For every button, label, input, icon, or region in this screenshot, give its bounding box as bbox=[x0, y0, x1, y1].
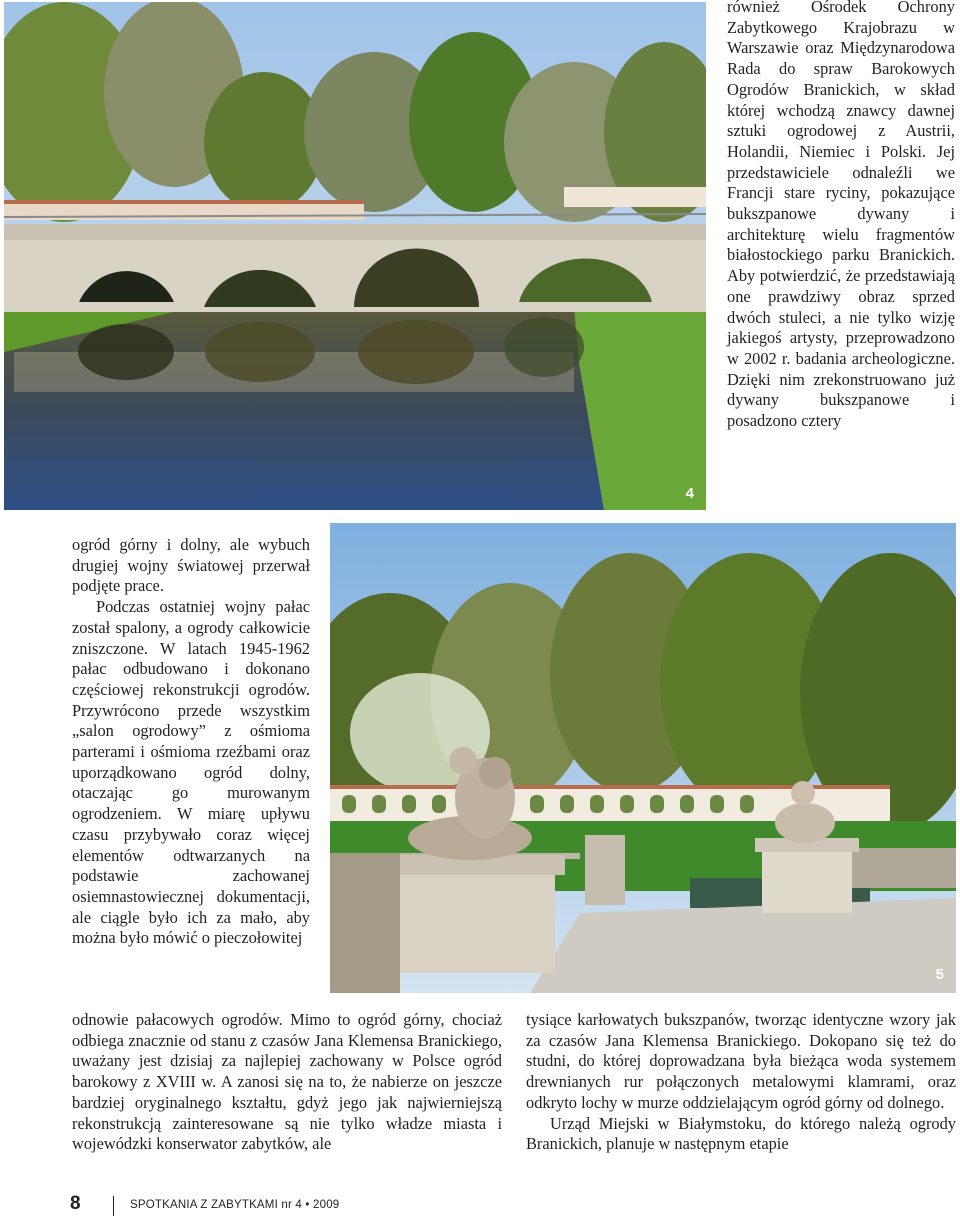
paragraph: ogród górny i dolny, ale wybuch drugiej wojny światowej przerwał podjęte prace. bbox=[72, 535, 310, 596]
photo-number-5: 5 bbox=[935, 966, 944, 983]
paragraph: odnowie pałacowych ogrodów. Mimo to ogród górny, chociaż odbiega znacznie od stanu z czasów Jana Klemensa Branickiego, uważany jest dzisiaj za najlepiej zachowany w Polsce ogród barokowy z XVIII w. A zanosi się na to, że nabierze on jeszcze bardziej oryginalnego kształtu, gdyż jego jak najwierniejszą rekonstrukcją zainteresowane są nie tylko władze miasta i wojewódzki konserwator zabytków, ale bbox=[72, 1010, 502, 1154]
paragraph: Podczas ostatniej wojny pałac został spalony, a ogrody całkowicie zniszczone. W latach 1945-1962 pałac odbudowano i dokonano częściowej rekonstrukcji ogrodów. Przywrócono przede wszystkim „salon ogrodowy” z ośmioma parterami i ośmioma rzeźbami oraz uporządkowano ogród dolny, otaczając go murowanym ogrodzeniem. W miarę upływu czasu przybywało coraz więcej elementów odtwarzanych na podstawie zachowanej osiemnastowiecznej dokumentacji, ale ciągle było ich za mało, aby można było mówić o pieczołowitej bbox=[72, 597, 310, 948]
page-number: 8 bbox=[70, 1193, 81, 1214]
column-bottom-right bbox=[526, 1010, 956, 1155]
photo-bridge bbox=[4, 2, 706, 510]
sculptures-illustration bbox=[330, 523, 956, 993]
paragraph: Urząd Miejski w Białymstoku, do którego należą ogrody Branickich, planuje w następnym etapie bbox=[526, 1113, 956, 1154]
footer-divider bbox=[113, 1196, 114, 1216]
bridge-illustration bbox=[4, 2, 706, 510]
magazine-title: SPOTKANIA Z ZABYTKAMI nr 4 • 2009 bbox=[130, 1199, 340, 1211]
column-bottom-left bbox=[72, 1010, 502, 1155]
column-left bbox=[72, 535, 310, 949]
column-right-top bbox=[727, 0, 955, 432]
paragraph: tysiące karłowatych bukszpanów, tworząc identyczne wzory jak za czasów Jana Klemensa Branickiego. Dokopano się też do studni, do której doprowadzana była bieżąca woda systemem drewnianych rur połączonych metalowymi klamrami, oraz odkryto lochy w murze oddzielającym ogród górny od dolnego. bbox=[526, 1010, 956, 1112]
photo-sculptures bbox=[330, 523, 956, 993]
paragraph: również Ośrodek Ochrony Zabytkowego Krajobrazu w Warszawie oraz Międzynarodowa Rada do spraw Barokowych Ogrodów Branickich, w skład której wchodzą znawcy dawnej sztuki ogrodowej z Austrii, Holandii, Niemiec i Polski. Jej przedstawiciele odnaleźli we Francji stare ryciny, pokazujące bukszpanowe dywany i architekturę wielu fragmentów białostockiego parku Branickich. Aby potwierdzić, że przedstawiają one prawdziwy obraz sprzed dwóch stuleci, a nie tylko wizję jakiegoś artysty, przeprowadzono w 2002 r. badania archeologiczne. Dzięki nim zrekonstruowano już dywany bukszpanowe i posadzono cztery bbox=[727, 0, 955, 431]
photo-number-4: 4 bbox=[685, 485, 694, 502]
